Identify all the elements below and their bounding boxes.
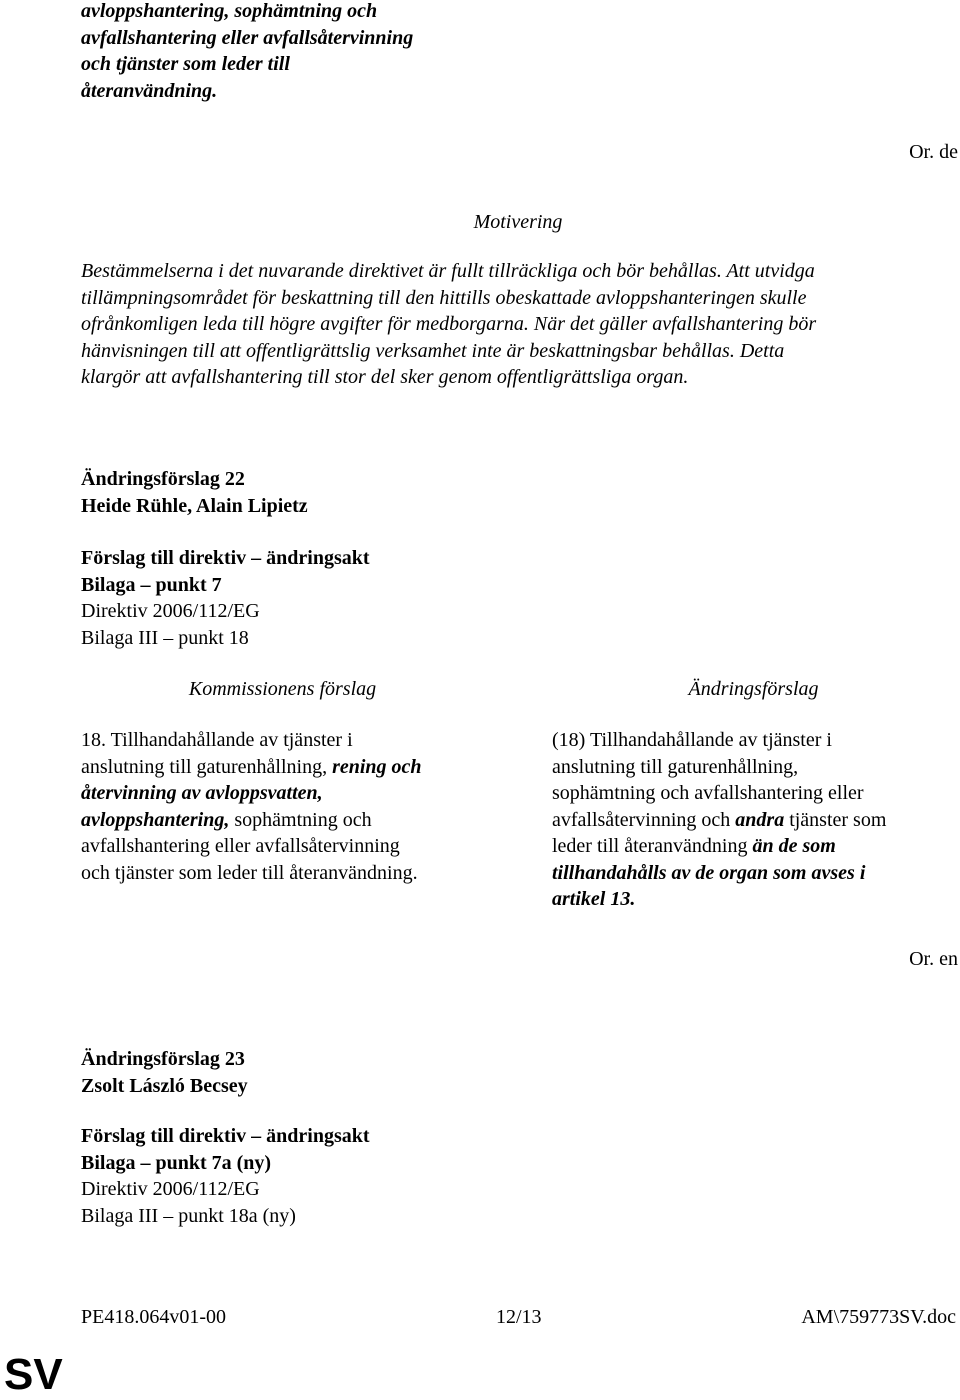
deleted-text: avloppshantering, [81, 808, 230, 831]
amendment-authors: Zsolt László Becsey [81, 1074, 248, 1097]
text-line: leder till återanvändning [552, 835, 753, 857]
text-line: anslutning till gaturenhållning, [552, 755, 799, 778]
text-line: avfallsåtervinning och [552, 808, 736, 831]
annex-point: Bilaga – punkt 7a (ny) [81, 1151, 272, 1174]
amendment-authors: Heide Rühle, Alain Lipietz [81, 494, 308, 517]
top-fragment-line: och tjänster som leder till [81, 53, 290, 75]
motivering-body [81, 258, 816, 391]
deleted-text: återvinning av avloppsvatten, [81, 782, 323, 804]
text-line: 18. Tillhandahållande av tjänster i [81, 729, 353, 751]
top-fragment-line: avloppshantering, sophämtning och [81, 0, 378, 22]
annex-reference: Bilaga III – punkt 18 [81, 626, 249, 649]
proposal-label: Förslag till direktiv – ändringsakt [81, 547, 370, 569]
footer-file-name: AM\759773SV.doc [801, 1306, 956, 1328]
proposal-label: Förslag till direktiv – ändringsakt [81, 1125, 370, 1147]
annex-reference: Bilaga III – punkt 18a (ny) [81, 1204, 296, 1227]
footer-language-code: SV [4, 1350, 63, 1399]
top-fragment-line: avfallshantering eller avfallsåtervinning [81, 26, 414, 49]
directive-ref: Direktiv 2006/112/EG [81, 600, 260, 622]
amendment-title: Ändringsförslag 22 [81, 468, 245, 490]
motivering-line: hänvisningen till att offentligrättslig verksamhet inte är beskattningsbar behållas. Detta [81, 339, 785, 362]
amendment-22-header [81, 466, 370, 651]
commission-text [81, 727, 422, 886]
motivering-heading: Motivering [473, 211, 563, 233]
footer-page-number: 12/13 [496, 1306, 542, 1328]
top-fragment-line: återanvändning. [81, 79, 218, 102]
column-header-commission: Kommissionens förslag [188, 678, 377, 700]
inserted-text: andra [735, 808, 785, 831]
original-language-en: Or. en [909, 948, 958, 970]
motivering-line: Bestämmelserna i det nuvarande direktivet är fullt tillräckliga och bör behållas. Att utvidga [81, 260, 815, 282]
motivering-line: klargör att avfallshantering till stor del sker genom offentligrättsliga organ. [81, 366, 689, 388]
motivering-line: ofrånkomligen leda till högre avgifter för medborgarna. När det gäller avfallshantering bör [81, 313, 817, 335]
deleted-text: rening och [332, 755, 422, 778]
amendment-title: Ändringsförslag 23 [81, 1048, 245, 1070]
text-line: anslutning till gaturenhållning, [81, 755, 333, 778]
inserted-text: artikel 13. [552, 888, 636, 910]
directive-ref: Direktiv 2006/112/EG [81, 1178, 260, 1200]
top-fragment [81, 0, 413, 104]
original-language-de: Or. de [909, 141, 958, 163]
text-line: och tjänster som leder till återanvändning. [81, 861, 418, 884]
inserted-text: tillhandahålls av de organ som avses i [552, 861, 866, 884]
motivering-line: tillämpningsområdet för beskattning till den hittills obeskattade avloppshanteringen skulle [81, 286, 807, 309]
text-line: sophämtning och avfallshantering eller [552, 782, 864, 804]
text-line: tjänster som [784, 808, 887, 831]
inserted-text: än de som [752, 835, 836, 857]
annex-point: Bilaga – punkt 7 [81, 573, 222, 596]
text-line: sophämtning och [229, 808, 372, 831]
text-line: avfallshantering eller avfallsåtervinning [81, 835, 400, 857]
column-header-amendment: Ändringsförslag [688, 678, 819, 700]
footer-doc-ref: PE418.064v01-00 [81, 1306, 226, 1328]
amendment-text [552, 727, 886, 913]
amendment-23-header [81, 1046, 370, 1229]
text-line: (18) Tillhandahållande av tjänster i [552, 729, 832, 751]
